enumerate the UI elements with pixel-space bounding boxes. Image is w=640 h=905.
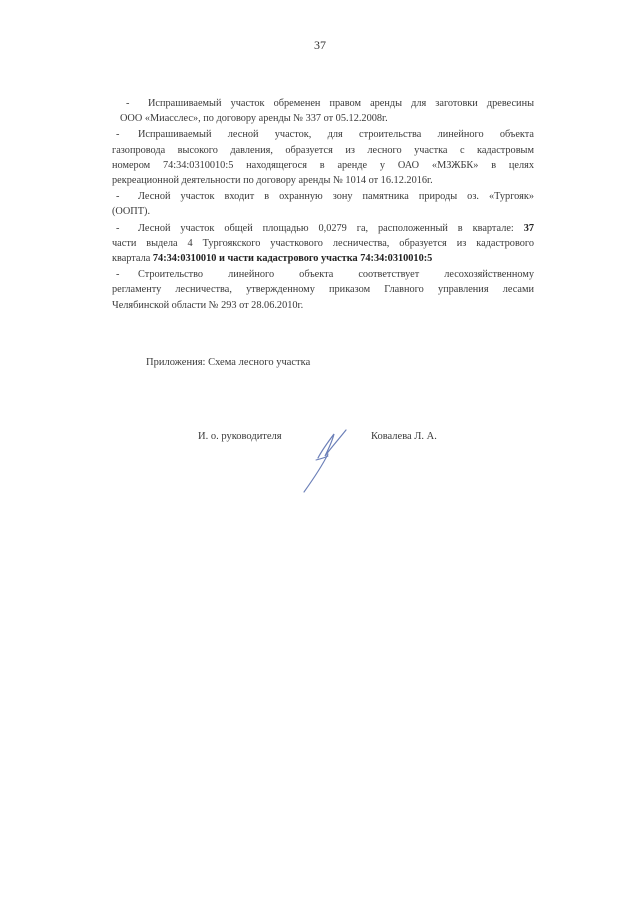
bullet-dash: - — [116, 129, 120, 141]
text-segment: регламенту лесничества, утвержденному приказом Главного управления лесами — [112, 284, 534, 296]
bold-text: 37 — [523, 222, 534, 234]
text-line — [112, 158, 534, 173]
bullet-paragraph — [112, 267, 534, 313]
bullet-paragraph — [112, 221, 534, 267]
text-segment: (ООПТ). — [112, 206, 151, 218]
signatory-name: Ковалева Л. А. — [371, 431, 437, 442]
text-segment: Лесной участок входит в охранную зону памятника природы оз. «Тургояк» — [138, 191, 534, 203]
text-segment: ООО «Миасслес», по договору аренды № 337 от 05.12.2008г. — [120, 113, 388, 125]
text-line — [116, 189, 534, 204]
text-line — [116, 127, 534, 142]
text-segment: газопровода высокого давления, образуется из лесного участка с кадастровым — [112, 144, 534, 156]
text-line — [126, 96, 534, 111]
bullet-dash: - — [126, 98, 130, 109]
text-line — [112, 173, 534, 188]
text-line — [112, 282, 534, 297]
text-segment: Лесной участок общей площадью 0,0279 га, расположенный в квартале: — [138, 222, 524, 234]
bullet-dash: - — [116, 269, 120, 281]
text-line — [116, 221, 534, 236]
text-line — [112, 204, 534, 219]
text-line — [116, 267, 534, 282]
page-number: 37 — [314, 38, 326, 52]
text-segment: рекреационной деятельности по договору аренды № 1014 от 16.12.2016г. — [112, 175, 433, 187]
text-line — [112, 298, 534, 313]
text-segment: Испрашиваемый участок обременен правом аренды для заготовки древесины — [148, 98, 534, 109]
bullet-paragraph — [112, 96, 534, 126]
text-line — [112, 143, 534, 158]
document-body — [112, 96, 534, 314]
bold-text: 74:34:0310010 и части кадастрового участка 74:34:0310010:5 — [152, 253, 433, 265]
text-segment: номером 74:34:0310010:5 находящегося в аренде у ОАО «МЗЖБК» в целях — [112, 159, 534, 171]
bullet-paragraph — [112, 127, 534, 188]
bullet-dash: - — [116, 222, 120, 234]
text-segment: Челябинской области № 293 от 28.06.2010г. — [112, 299, 304, 311]
bullet-paragraph — [112, 189, 534, 219]
attachments-line: Приложения: Схема лесного участка — [146, 357, 311, 368]
text-line — [112, 236, 534, 251]
text-segment: Строительство линейного объекта соответствует лесохозяйственному — [138, 269, 534, 281]
handwritten-signature — [298, 420, 358, 495]
signatory-role: И. о. руководителя — [198, 431, 282, 442]
text-line — [120, 111, 534, 126]
text-segment: части выдела 4 Тургоякского участкового лесничества, образуется из кадастрового — [112, 237, 534, 249]
text-line — [112, 251, 534, 266]
text-segment: квартала — [112, 253, 153, 265]
text-segment: Испрашиваемый лесной участок, для строительства линейного объекта — [138, 129, 534, 141]
bullet-dash: - — [116, 191, 120, 203]
